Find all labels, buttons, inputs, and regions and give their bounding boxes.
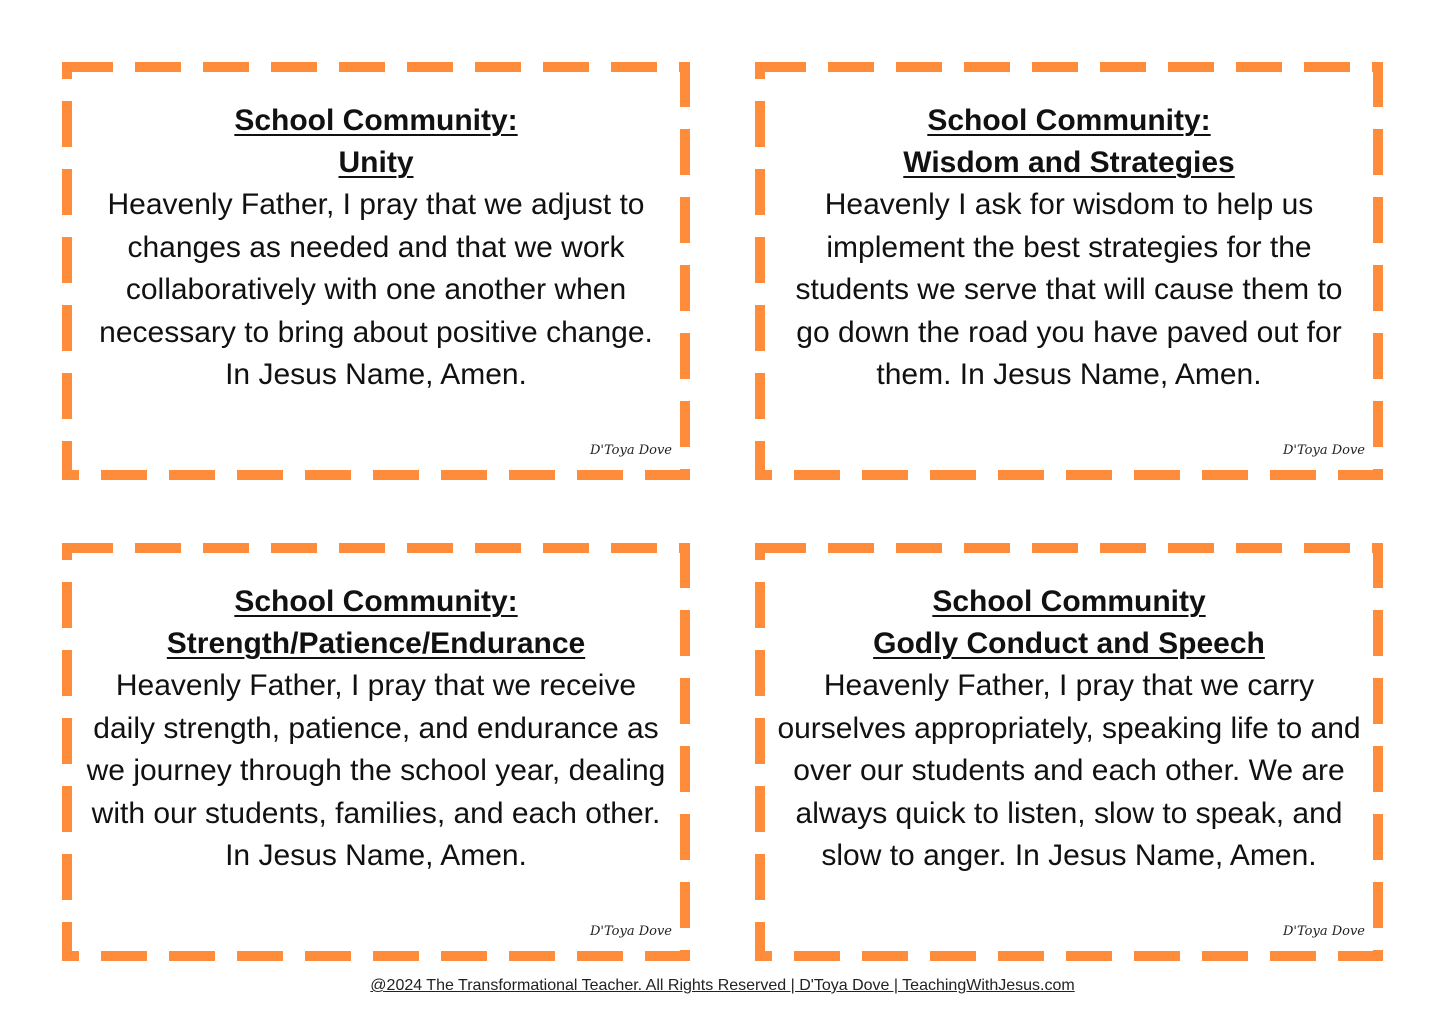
signature: D'Toya Dove (1283, 443, 1365, 458)
copyright-footer: @2024 The Transformational Teacher. All Rights Reserved | D'Toya Dove | TeachingWithJesus.com (370, 977, 1075, 994)
card-prayer-text: Heavenly Father, I pray that we adjust to changes as needed and that we work collaboratively with one another when necessary to bring about positive change. In Jesus Name, Amen. (99, 188, 653, 391)
card-heading-line1: School Community (932, 585, 1206, 618)
card-heading-line2: Wisdom and Strategies (903, 146, 1235, 179)
card-prayer-text: Heavenly Father, I pray that we receive daily strength, patience, and endurance as we journey through the school year, dealing with our students, families, and each other. In Jesus Name, Amen. (86, 669, 666, 872)
card-heading-line2: Unity (338, 146, 414, 179)
card-heading-line2: Strength/Patience/Endurance (166, 627, 586, 660)
card-heading-line1: School Community: (234, 585, 518, 618)
signature: D'Toya Dove (1283, 924, 1365, 939)
prayer-card-unity (62, 62, 690, 480)
card-heading-line1: School Community: (234, 104, 518, 137)
card-heading-line2: Godly Conduct and Speech (873, 627, 1265, 660)
prayer-card-conduct (755, 543, 1383, 961)
card-prayer-text: Heavenly I ask for wisdom to help us implement the best strategies for the students we serve that will cause them to go down the road you have paved out for them. In Jesus Name, Amen. (795, 188, 1343, 391)
prayer-card-wisdom (755, 62, 1383, 480)
card-heading-line1: School Community: (927, 104, 1211, 137)
prayer-card-strength (62, 543, 690, 961)
card-prayer-text: Heavenly Father, I pray that we carry ourselves appropriately, speaking life to and over our students and each other. We are always quick to listen, slow to speak, and slow to anger. In Jesus Name, Amen. (777, 669, 1361, 872)
signature: D'Toya Dove (590, 924, 672, 939)
signature: D'Toya Dove (590, 443, 672, 458)
